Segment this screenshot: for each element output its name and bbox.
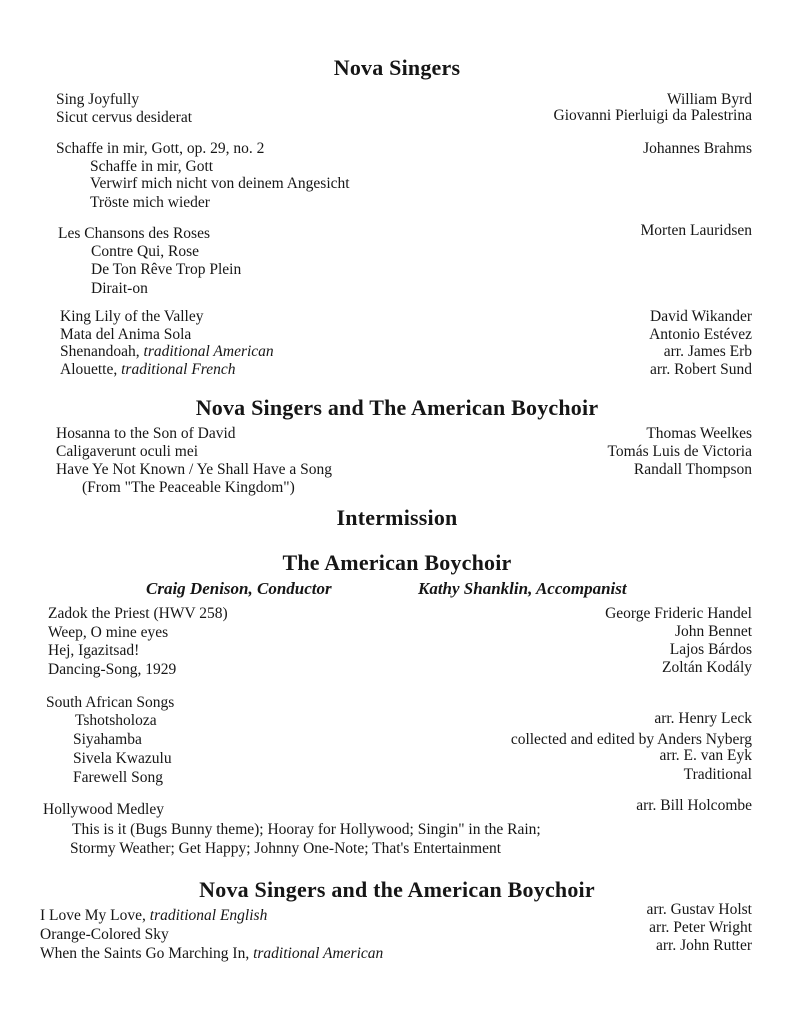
work-subtitle: (From "The Peaceable Kingdom") — [82, 479, 295, 496]
work-title: Have Ye Not Known / Ye Shall Have a Song — [56, 461, 332, 478]
movement-title: Tröste mich wieder — [90, 194, 210, 211]
composer-name: Giovanni Pierluigi da Palestrina — [553, 107, 752, 124]
work-title — [40, 907, 267, 925]
work-title: Les Chansons des Roses — [58, 225, 210, 242]
composer-name: Randall Thompson — [633, 461, 752, 478]
movement-title: De Ton Rêve Trop Plein — [91, 261, 242, 278]
composer-name: collected and edited by Anders Nyberg — [510, 731, 752, 748]
section-title-finale-joint-choirs: Nova Singers and the American Boychoir — [199, 877, 595, 902]
composer-name: Thomas Weelkes — [646, 425, 752, 442]
intermission-heading: Intermission — [336, 505, 458, 530]
conductor-credit: Craig Denison, Conductor — [146, 579, 332, 598]
movement-title: Contre Qui, Rose — [91, 243, 200, 260]
work-title-text: Alouette, — [60, 361, 122, 378]
work-title: King Lily of the Valley — [60, 308, 204, 325]
section-title-joint-choirs: Nova Singers and The American Boychoir — [195, 395, 599, 420]
accompanist-credit: Kathy Shanklin, Accompanist — [418, 579, 627, 598]
work-title — [40, 926, 169, 944]
work-title — [40, 945, 383, 963]
work-title: Weep, O mine eyes — [48, 624, 169, 641]
work-title: Zadok the Priest (HWV 258) — [48, 605, 228, 622]
composer-name: William Byrd — [666, 91, 752, 108]
work-title: Dancing-Song, 1929 — [48, 661, 177, 678]
work-title: Sing Joyfully — [56, 91, 140, 108]
composer-name: John Bennet — [674, 623, 752, 640]
composer-name: Johannes Brahms — [643, 140, 752, 157]
movement-title: Sivela Kwazulu — [73, 750, 172, 767]
composer-name: Morten Lauridsen — [640, 222, 752, 239]
work-title: South African Songs — [46, 694, 175, 711]
movement-title: Schaffe in mir, Gott — [90, 158, 214, 175]
composer-name: arr. Gustav Holst — [646, 901, 752, 918]
work-title-text: When the Saints Go Marching In, — [40, 945, 254, 962]
composer-name: arr. James Erb — [663, 343, 752, 360]
composer-name: Tomás Luis de Victoria — [607, 443, 752, 460]
movement-title: Farewell Song — [73, 769, 163, 786]
work-title — [60, 343, 274, 361]
movement-title: Tshotsholoza — [75, 712, 157, 729]
composer-name: Antonio Estévez — [649, 326, 752, 343]
work-title: Caligaverunt oculi mei — [56, 443, 199, 460]
composer-name: arr. Henry Leck — [654, 710, 752, 727]
composer-name: George Frideric Handel — [605, 605, 752, 622]
work-title-text: I Love My Love, — [40, 907, 150, 924]
work-title-text: Orange-Colored Sky — [40, 926, 169, 943]
composer-name: arr. E. van Eyk — [659, 747, 752, 764]
work-origin-note: traditional American — [253, 945, 384, 962]
composer-name: David Wikander — [650, 308, 752, 325]
composer-name: arr. Robert Sund — [649, 361, 752, 378]
medley-contents: This is it (Bugs Bunny theme); Hooray for Hollywood; Singin" in the Rain; — [72, 821, 541, 838]
work-title: Hollywood Medley — [43, 801, 164, 818]
composer-name: Lajos Bárdos — [669, 641, 752, 658]
work-origin-note: traditional American — [143, 343, 274, 360]
medley-contents: Stormy Weather; Get Happy; Johnny One-Note; That's Entertainment — [70, 840, 502, 857]
composer-name: Zoltán Kodály — [662, 659, 752, 676]
movement-title: Dirait-on — [91, 280, 148, 297]
work-title-text: Shenandoah, — [60, 343, 144, 360]
work-title: Mata del Anima Sola — [60, 326, 192, 343]
work-title: Schaffe in mir, Gott, op. 29, no. 2 — [56, 140, 265, 157]
section-title-american-boychoir: The American Boychoir — [282, 550, 512, 575]
composer-name: arr. Peter Wright — [649, 919, 752, 936]
work-title — [60, 361, 236, 379]
movement-title: Verwirf mich nicht von deinem Angesicht — [90, 175, 350, 192]
composer-name: arr. Bill Holcombe — [636, 797, 752, 814]
section-title-nova-singers: Nova Singers — [333, 55, 461, 80]
work-origin-note: traditional English — [149, 907, 268, 924]
composer-name: Traditional — [683, 766, 752, 783]
work-origin-note: traditional French — [121, 361, 236, 378]
work-title: Hosanna to the Son of David — [56, 425, 236, 442]
work-title: Hej, Igazitsad! — [48, 642, 140, 659]
composer-name: arr. John Rutter — [656, 937, 752, 954]
work-title: Sicut cervus desiderat — [56, 109, 193, 126]
movement-title: Siyahamba — [73, 731, 142, 748]
